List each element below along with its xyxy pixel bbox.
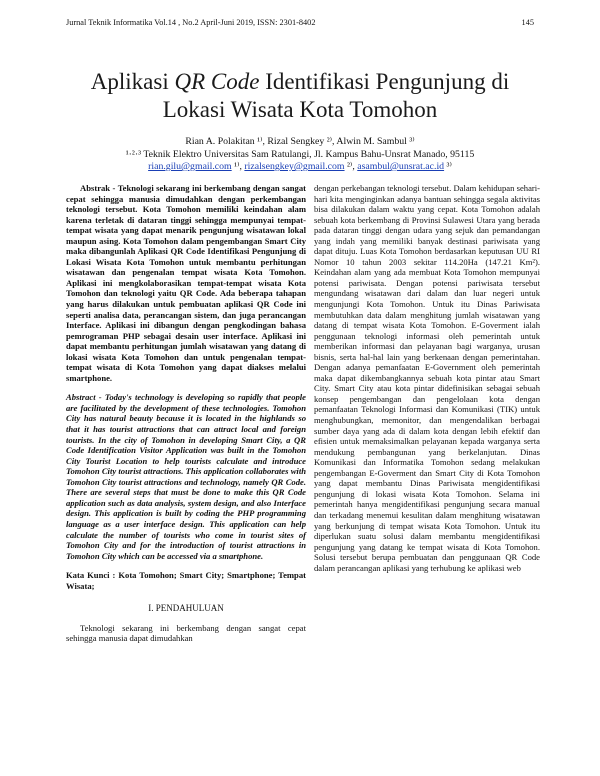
section-heading-introduction: I. PENDAHULUAN — [148, 603, 224, 614]
page-number: 145 — [521, 18, 534, 27]
author-affiliation: ¹·²·³ Teknik Elektro Universitas Sam Ratulangi, Jl. Kampus Bahu-Unsrat Manado, 95115 — [125, 148, 475, 160]
running-header — [66, 18, 534, 27]
email-link-2[interactable]: rizalsengkey@gmail.com — [244, 161, 345, 172]
author-emails: rian.gilu@gmail.com ¹⁾, rizalsengkey@gmail.com ²⁾, asambul@unsrat.ac.id ³⁾ — [148, 161, 452, 172]
author-block — [40, 136, 560, 174]
right-column — [314, 183, 540, 573]
abstract-english: Abstract - Today's technology is developing so rapidly that people are facilitated by the development of these technologies. Tomohon City has natural beauty because it is located in the highlands so that it has tourist attractions that can attract local and foreign tourists. In the city of Tomohon in developing Smart City, a QR Code Identification Visitor Application was built in the Tomohon City Tourist Location to help tourists calculate and introduce Tomohon City tourist attractions. This application collaborates with Tomohon City tourist attractions and technology, namely QR Code. There are several steps that must be done to make this QR Code application such as data analysis, system design, and also Interface design. This application is built by coding the PHP programming language as a user interface design. This application can help calculate the number of tourists who come in tourist sites of Tomohon City and for the introduction of tourist attractions in Tomohon City which can be accessed via a smartphone. — [66, 392, 306, 561]
email-link-3[interactable]: asambul@unsrat.ac.id — [357, 161, 445, 172]
keywords: Kata Kunci : Kota Tomohon; Smart City; Smartphone; Tempat Wisata; — [66, 570, 306, 591]
abstract-indonesian: Abstrak - Teknologi sekarang ini berkembang dengan sangat cepat sehingga manusia dimudahkan dengan perkembangan teknologi tersebut. Kota Tomohon memiliki keindahan alam karena terletak di dataran tinggi sehingga mempunyai tempat-tempat wisata yang dapat menarik pengunjung wisatawan lokal maupun asing. Kota Tomohon dalam pengembangan Smart City maka dibangunlah Aplikasi QR Code Identifikasi Pengunjung di Lokasi Wisata Kota Tomohon untuk membantu perhitungan wisatawan dan pengenalan tempat wisata Kota Tomohon. Aplikasi ini mengkolaborasikan tempat-tempat wisata Kota Tomohon dan teknologi yaitu QR Code. Ada beberapa tahapan yang harus dilakukan untuk pembuatan aplikasi QR Code ini seperti analisa data, perancangan sistem, dan juga perancangan Interface. Aplikasi ini dibangun dengan pengkodingan bahasa pemrograman PHP sebagai desain user interface. Aplikasi ini dapat membantu perhitungan jumlah wisatawan yang datang di lokasi wisata Kota Tomohon dan untuk pengenalan tempat-tempat wisata di Kota Tomohon yang dapat diakses melalui smartphone. — [66, 183, 306, 383]
email-link-1[interactable]: rian.gilu@gmail.com — [148, 161, 232, 172]
author-names: Rian A. Polakitan ¹⁾, Rizal Sengkey ²⁾, Alwin M. Sambul ³⁾ — [185, 136, 415, 147]
title-line-2: Lokasi Wisata Kota Tomohon — [162, 97, 438, 122]
journal-info: Jurnal Teknik Informatika Vol.14 , No.2 April-Juni 2019, ISSN: 2301-8402 — [66, 18, 316, 27]
left-column — [66, 183, 306, 644]
title-line-1: Aplikasi QR Code Identifikasi Pengunjung di — [90, 69, 510, 94]
intro-paragraph-continued: dengan perkebangan teknologi tersebut. Dalam kehidupan sehari-hari kita menginginkan adanya bantuan sehingga segala aktivitas bisa dilakukan dalam waktu yang cepat. Kota Tomohon adalah sebuah kota berkembang di Provinsi Sulawesi Utara yang berada pada dataran tinggi dengan udara yang sejuk dan pemandangan yang indah yang memiliki banyak destinasi pariwisata yang dapat dituju. Luas Kota Tomohon berdasarkan keputusan UU RI Nomor 10 tahun 2003 sekitar 114.20Ha (147.21 Km²). Keindahan alam yang ada membuat Kota Tomohon mempunyai potensi pariwisata. Dengan potensi pariwisata tersebut mengundang wisatawan dari dalam dan luar negeri untuk mengunjungi Kota Tomohon. Untuk itu Dinas Pariwisata membutuhkan data dalam menghitung jumlah wisatawan yang datang di tempat wisata Kota Tomohon. E-Goverment ialah penggunaan teknologi informasi oleh pemerintah untuk memberikan informasi dan pelayanan bagi warganya, urusan bisnis, serta hal-hal lain yang berkenaan dengan pemerintahan. Dengan adanya pemanfaatan E-Government oleh pemerintah maka dapat dikembangkannya sebuah kota pintar atau Smart City. Smart City atau kota pintar didefinisikan sebagai sebuah konsep pengembangan dan pengelolaan kota dengan pemanfaatan Teknologi Informasi dan Komunikasi (TIK) untuk menghubungkan, memonitor, dan mengendalikan berbagai sumber daya yang ada di dalam kota dengan lebih efektif dan efisien untuk memaksimalkan pelayanan kepada warganya serta mendukung pembangunan yang berkelanjutan. Dinas Komunikasi dan Informatika Tomohon sedang melakukan pengembangan E-Goverment dan Smart City di Kota Tomohon yang dapat membantu Dinas Pariwisata mengidentifikasi pengunjung di lokasi wisata Kota Tomohon. Selama ini pemerintah hanya mengidentifikasi pengunjung secara manual dan terkadang menemui kesulitan dalam menghitung wisatawan yang berkunjung di tempat wisata Kota Tomohon. Untuk itu diperlukan suatu solusi dalam membantu mengidentifikasi pengunjung yang datang ke tempat wisata di Kota Tomohon. Solusi tersebut berupa pembuatan dan penggunaan QR Code dalam perancangan aplikasi yang terhubung ke aplikasi web — [314, 183, 540, 573]
paper-title — [40, 68, 560, 124]
intro-paragraph: Teknologi sekarang ini berkembang dengan sangat cepat sehingga manusia dapat dimudahkan — [66, 622, 306, 644]
